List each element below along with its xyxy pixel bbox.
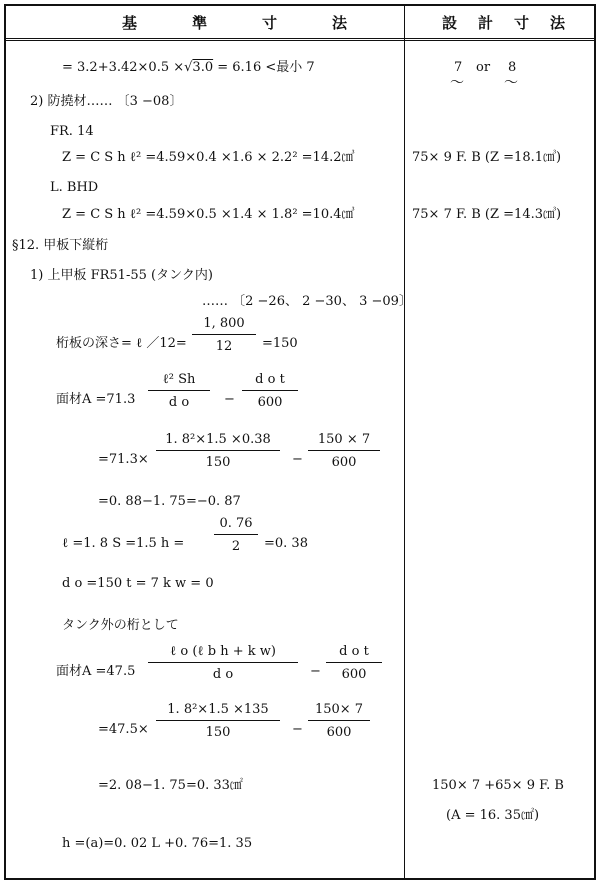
outside-sub-lhs: =47.5× — [98, 722, 149, 737]
design-row-4: 75× 9 F. B (Z =18.1㎤) — [412, 150, 562, 165]
fraction-denominator: 150 — [205, 725, 231, 740]
fraction-numerator: 0. 76 — [219, 516, 253, 531]
face-area-fraction-2 — [242, 372, 298, 411]
stiffener-heading: 2) 防撓材…… 〔3 −08〕 — [30, 94, 183, 109]
outside-face-area-lhs: 面材A =47.5 — [56, 664, 136, 679]
fraction-denominator: 2 — [231, 539, 241, 554]
outside-fraction-2 — [326, 644, 382, 683]
height-fraction — [214, 516, 258, 555]
formula-part: = 3.2+3.42×0.5 ×√ — [62, 60, 193, 75]
web-depth-rhs: =150 — [262, 336, 298, 351]
subsection-heading: 1) 上甲板 FR51-55 (タンク内) — [30, 268, 213, 283]
header-left-char-2: 準 — [192, 14, 208, 32]
minus-sign: − — [292, 722, 303, 737]
fraction-numerator: ℓ² Sh — [162, 372, 196, 387]
fraction-denominator: 600 — [341, 667, 367, 682]
fraction-denominator: 600 — [257, 395, 283, 410]
design-row-6: 75× 7 F. B (Z =14.3㎤) — [412, 207, 562, 222]
header-left-char-1: 基 — [122, 14, 138, 32]
design-or: or — [476, 60, 491, 75]
fraction-denominator: 12 — [215, 339, 233, 354]
fraction-denominator: d o — [212, 667, 234, 682]
bhd-label: L. BHD — [50, 180, 99, 195]
face-area-result: =0. 88−1. 75=−0. 87 — [98, 494, 241, 509]
fraction-numerator: 1. 8²×1.5 ×135 — [167, 702, 269, 717]
design-option-b: 8 — [508, 60, 517, 75]
design-row-19: 150× 7 +65× 9 F. B — [432, 778, 564, 793]
formula-row-6: Z = C S h ℓ² =4.59×0.5 ×1.4 × 1.8² =10.4㎤ — [62, 207, 355, 222]
fraction-numerator: 1, 800 — [203, 316, 245, 331]
fraction-denominator: 150 — [205, 455, 231, 470]
web-depth-fraction — [192, 316, 256, 355]
table-frame — [4, 4, 596, 880]
header-left-char-4: 法 — [332, 14, 348, 32]
minus-sign: − — [224, 392, 235, 407]
fraction-denominator: d o — [168, 395, 190, 410]
formula-row-4: Z = C S h ℓ² =4.59×0.4 ×1.6 × 2.2² =14.2㎤ — [62, 150, 355, 165]
fraction-denominator: 600 — [331, 455, 357, 470]
outside-result: =2. 08−1. 75=0. 33㎠ — [98, 778, 243, 793]
face-area-sub-fraction-2 — [308, 432, 380, 471]
header-left-char-3: 寸 — [262, 14, 278, 32]
face-area-fraction-1 — [148, 372, 210, 411]
section-heading: §12. 甲板下縦桁 — [12, 238, 109, 253]
outside-sub-fraction-1 — [156, 702, 280, 741]
column-divider — [404, 6, 405, 878]
formula-part: = 6.16 <最小 7 — [213, 60, 315, 75]
fraction-numerator: ℓ o (ℓ b h + k w) — [170, 644, 276, 659]
web-depth-lhs: 桁板の深さ= ℓ ／12= — [56, 336, 187, 351]
fraction-numerator: 1. 8²×1.5 ×0.38 — [165, 432, 271, 447]
design-row-20: (A = 16. 35㎠) — [446, 808, 540, 823]
design-option-a: 7 — [454, 60, 463, 75]
parameters-lhs: ℓ =1. 8 S =1.5 h = — [62, 536, 185, 551]
reference-row: …… 〔2 −26、 2 −30、 3 −09〕 — [202, 294, 412, 309]
header-right-char-4: 法 — [550, 14, 566, 32]
parameters-row: d o =150 t = 7 k w = 0 — [62, 576, 214, 591]
outside-fraction-1 — [148, 644, 298, 683]
face-area-sub-lhs: =71.3× — [98, 452, 149, 467]
height-rhs: =0. 38 — [264, 536, 308, 551]
fraction-denominator: 600 — [326, 725, 352, 740]
header-right-char-3: 寸 — [514, 14, 530, 32]
fraction-numerator: 150 × 7 — [317, 432, 371, 447]
face-area-sub-fraction-1 — [156, 432, 280, 471]
formula-row-1 — [62, 60, 315, 76]
fraction-numerator: d o t — [339, 644, 369, 659]
fraction-numerator: 150× 7 — [314, 702, 364, 717]
header-right-char-1: 設 — [442, 14, 458, 32]
face-area-lhs: 面材A =71.3 — [56, 392, 136, 407]
wave-mark-b: 〜 — [504, 75, 518, 91]
minus-sign: − — [292, 452, 303, 467]
height-formula: h =(a)=0. 02 L +0. 76=1. 35 — [62, 836, 253, 851]
outside-sub-fraction-2 — [308, 702, 370, 741]
sqrt-radicand: 3.0 — [192, 60, 214, 75]
header-divider — [6, 38, 594, 41]
outside-tank-heading: タンク外の桁として — [62, 618, 179, 633]
wave-mark-a: 〜 — [450, 75, 464, 91]
fraction-numerator: d o t — [255, 372, 285, 387]
header-right-char-2: 計 — [478, 14, 494, 32]
frame-label: FR. 14 — [50, 124, 94, 139]
minus-sign: − — [310, 664, 321, 679]
